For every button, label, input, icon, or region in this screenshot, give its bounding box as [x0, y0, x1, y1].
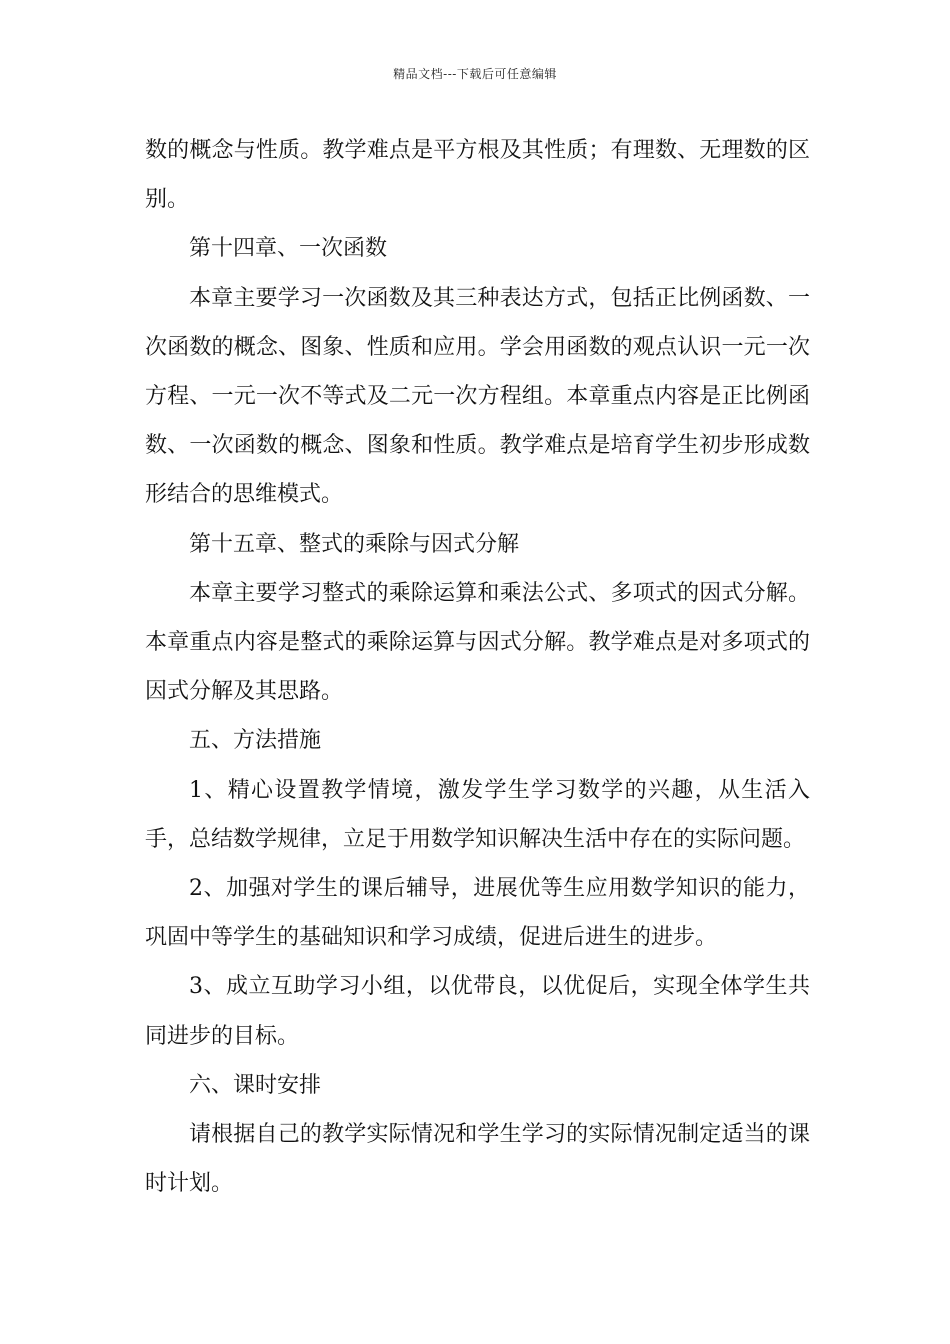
chapter-14-heading: 第十四章、一次函数 [189, 236, 388, 262]
chapter-15-heading: 第十五章、整式的乘除与因式分解 [189, 531, 520, 557]
section-5-heading: 五、方法措施 [189, 728, 322, 754]
method-item-2: 2、加强对学生的课后辅导，进展优等生应用数学知识的能力，巩固中等学生的基础知识和学习成绩，促进后进生的进步。 [145, 876, 810, 951]
section-6-heading: 六、课时安排 [189, 1072, 322, 1098]
page-header: 精品文档---下载后可任意编辑 [393, 67, 557, 81]
paragraph-continuation: 数的概念与性质。教学难点是平方根及其性质；有理数、无理数的区别。 [145, 138, 810, 213]
chapter-15-description: 本章主要学习整式的乘除运算和乘法公式、多项式的因式分解。本章重点内容是整式的乘除运算与因式分解。教学难点是对多项式的因式分解及其思路。 [145, 580, 810, 705]
method-item-1: 1、精心设置教学情境，激发学生学习数学的兴趣，从生活入手，总结数学规律，立足于用数学知识解决生活中存在的实际问题。 [145, 777, 810, 852]
method-item-3: 3、成立互助学习小组，以优带良，以优促后，实现全体学生共同进步的目标。 [145, 974, 810, 1049]
chapter-14-description: 本章主要学习一次函数及其三种表达方式，包括正比例函数、一次函数的概念、图象、性质和应用。学会用函数的观点认识一元一次方程、一元一次不等式及二元一次方程组。本章重点内容是正比例函数、一次函数的概念、图象和性质。教学难点是培育学生初步形成数形结合的思维模式。 [145, 285, 810, 508]
document-body [145, 126, 810, 1208]
schedule-description: 请根据自己的教学实际情况和学生学习的实际情况制定适当的课时计划。 [145, 1122, 810, 1197]
